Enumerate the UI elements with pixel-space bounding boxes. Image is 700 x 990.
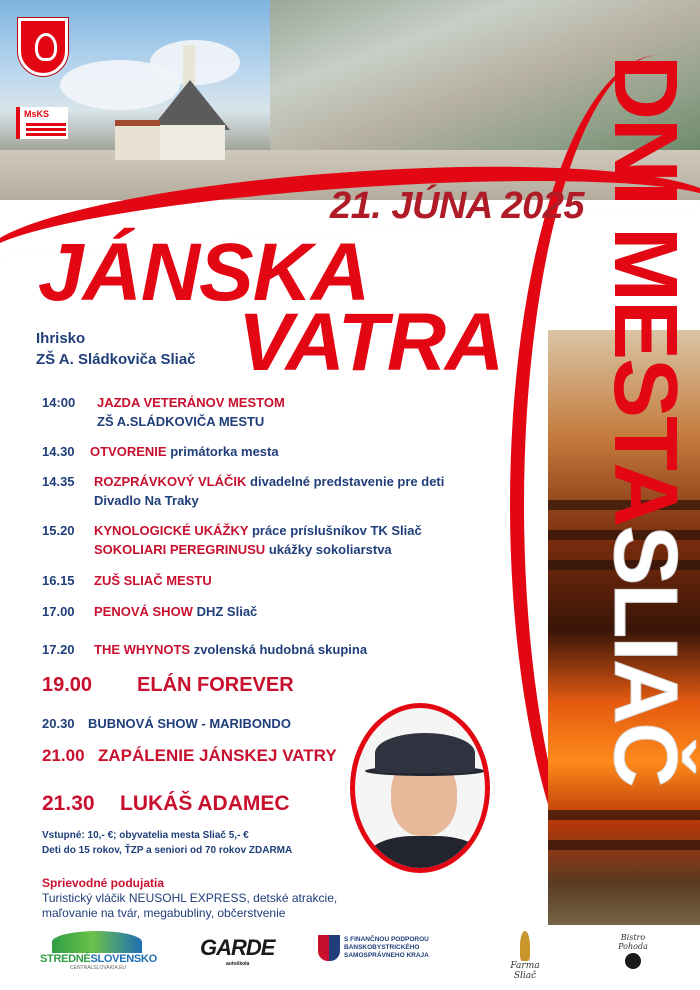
vertical-title-red: DNI MESTA [595, 55, 695, 526]
highlight-item: 20.30 BUBNOVÁ SHOW - MARIBONDO [42, 716, 291, 731]
event-title-line1: JÁNSKA [38, 227, 370, 318]
bistro-pohoda-logo: Bistro Pohoda [608, 933, 658, 969]
program-item: 14.30 OTVORENIE primátorka mesta [42, 444, 279, 459]
venue-line2: ZŠ A. Sládkoviča Sliač [36, 351, 196, 368]
bistro-emblem-icon [625, 953, 641, 969]
program-item: 17.20 THE WHYNOTS zvolenská hudobná skupina [42, 642, 368, 657]
highlight-item: 21.00 ZAPÁLENIE JÁNSKEJ VATRY [42, 746, 337, 765]
program-item: 14:00 JAZDA VETERÁNOV MESTOM ZŠ A.SLÁDKOVIČA MESTU [42, 395, 285, 429]
church-illustration [115, 45, 225, 160]
highlight-item: 21.30 LUKÁŠ ADAMEC [42, 792, 290, 815]
program-item: 17.00 PENOVÁ SHOW DHZ Sliač [42, 604, 258, 619]
msks-logo: MsKS [16, 107, 68, 139]
program-item: 14.35 ROZPRÁVKOVÝ VLÁČIK divadelné predstavenie pre deti Divadlo Na Traky [42, 474, 445, 508]
sponsor-bar: STREDNÉSLOVENSKO CENTRALSLOVAKIA.EU GARDE autoškola S FINANČNOU PODPOROU BANSKOBYSTRICKÉHO SAMOSPRÁVNEHO KRAJA Farma Sliač Bistro Pohoda [0, 925, 700, 990]
performer-photo [350, 703, 490, 873]
admission-fees: Vstupné: 10,- €; obyvatelia mesta Sliač 5,- € Deti do 15 rokov, ŤZP a seniori od 70 rokov ZDARMA [42, 830, 293, 856]
stredne-slovensko-logo: STREDNÉSLOVENSKO CENTRALSLOVAKIA.EU [40, 931, 150, 971]
venue-line1: Ihrisko [36, 330, 86, 347]
farma-sliac-logo: Farma Sliač [500, 931, 550, 981]
program-item: 16.15 ZUŠ SLIAČ MESTU [42, 573, 212, 588]
venue [36, 328, 196, 370]
vertical-title [595, 55, 695, 910]
program-item: 15.20 KYNOLOGICKÉ UKÁŽKY práce príslušníkov TK Sliač SOKOLIARI PEREGRINUSU ukážky sokoliarstva [42, 523, 422, 557]
vertical-title-white: SLIAČ [595, 525, 695, 786]
extras-list: Turistický vláčik NEUSOHL EXPRESS, detské atrakcie, maľovanie na tvár, megabubliny, občerstvenie [42, 891, 338, 920]
highlight-item: 19.00 ELÁN FOREVER [42, 674, 294, 696]
event-date: 21. JÚNA 2025 [330, 185, 585, 227]
garde-logo: GARDE autoškola [200, 935, 275, 967]
city-crest-icon [18, 18, 68, 76]
extras-title: Sprievodné podujatia [42, 876, 165, 890]
wheat-icon [520, 931, 530, 961]
event-title-line2: VATRA [238, 297, 504, 388]
